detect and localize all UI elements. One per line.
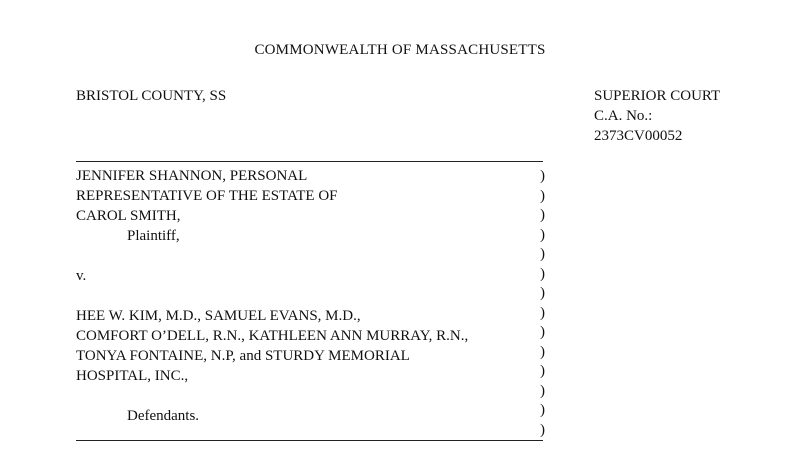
defendant-line: HOSPITAL, INC., <box>76 368 189 384</box>
spacer <box>76 286 468 306</box>
case-caption <box>76 166 468 426</box>
caption-paren: ) <box>540 363 545 379</box>
spacer <box>76 386 468 406</box>
plaintiff-line: REPRESENTATIVE OF THE ESTATE OF <box>76 188 338 204</box>
defendant-line: HEE W. KIM, M.D., SAMUEL EVANS, M.D., <box>76 308 361 324</box>
court-name: SUPERIOR COURT <box>594 88 721 104</box>
caption-paren: ) <box>540 382 545 399</box>
caption-top-rule <box>76 161 543 162</box>
caption-paren-column <box>540 166 545 439</box>
court-block <box>594 86 720 146</box>
caption-paren: ) <box>540 285 545 301</box>
caption-paren: ) <box>540 402 545 418</box>
versus-label: v. <box>76 268 87 284</box>
case-number: 2373CV00052 <box>594 128 683 144</box>
spacer <box>76 246 468 266</box>
caption-paren: ) <box>540 168 545 184</box>
caption-paren: ) <box>540 187 545 204</box>
caption-paren: ) <box>540 421 545 438</box>
caption-paren: ) <box>540 207 545 223</box>
case-number-label: C.A. No.: <box>594 108 653 124</box>
caption-paren: ) <box>540 226 545 243</box>
county-label: BRISTOL COUNTY, SS <box>76 88 227 104</box>
caption-paren: ) <box>540 324 545 340</box>
caption-bottom-rule <box>76 440 543 441</box>
document-heading: COMMONWEALTH OF MASSACHUSETTS <box>254 42 546 58</box>
defendant-line: COMFORT O’DELL, R.N., KATHLEEN ANN MURRAY, R.N., <box>76 328 469 344</box>
plaintiff-line: CAROL SMITH, <box>76 208 181 224</box>
caption-paren: ) <box>540 343 545 360</box>
defendant-line: TONYA FONTAINE, N.P, and STURDY MEMORIAL <box>76 348 410 364</box>
caption-paren: ) <box>540 304 545 321</box>
caption-paren: ) <box>540 265 545 282</box>
caption-paren: ) <box>540 246 545 262</box>
plaintiff-role: Plaintiff, <box>127 228 180 244</box>
defendant-role: Defendants. <box>127 408 200 424</box>
plaintiff-line: JENNIFER SHANNON, PERSONAL <box>76 168 308 184</box>
